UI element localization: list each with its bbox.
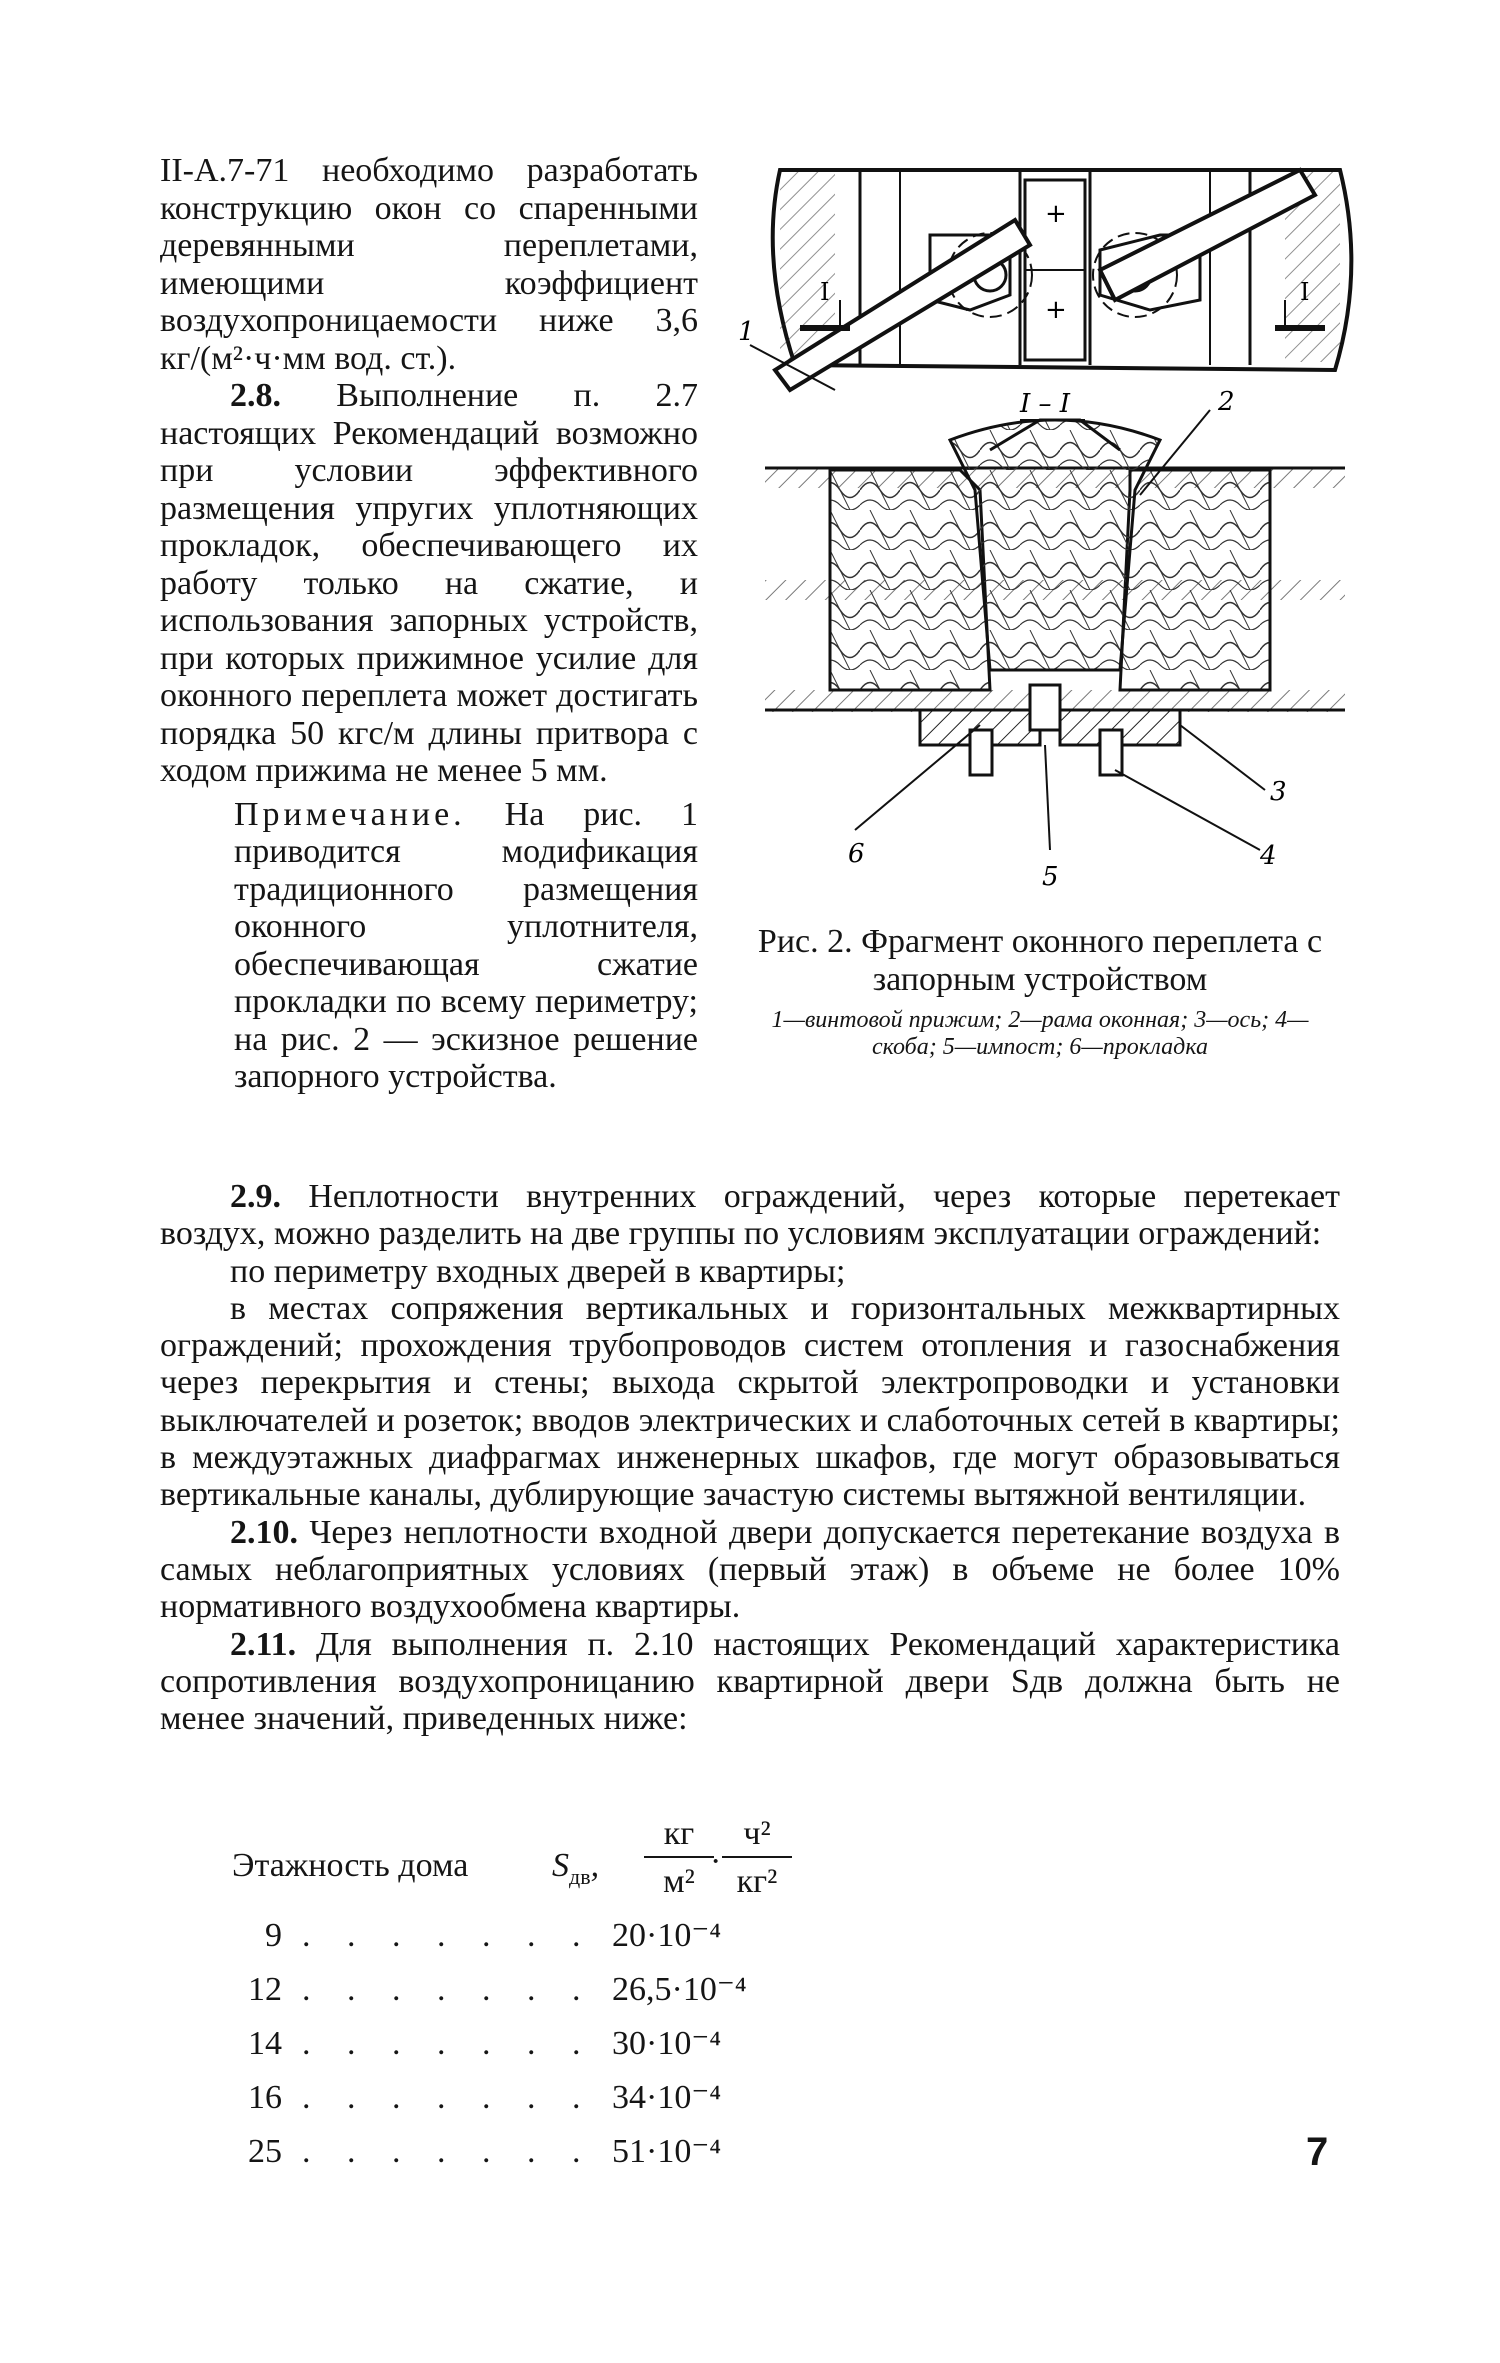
row-value: 20·10⁻⁴ (612, 1917, 722, 1954)
callout-3: 3 (1270, 777, 1287, 807)
fraction-1-denominator: м² (663, 1863, 695, 1900)
figure-caption: Рис. 2. Фрагмент оконного переплета с запорным устройством (757, 923, 1323, 998)
note-paragraph (234, 796, 698, 1096)
paragraph-2-9-item-b: в местах сопряжения вертикальных и горизонтальных межквартирных ограждений; прохождения трубопроводов систем отопления и газоснабжения через перекрытия и стены; выхода скрытой электропроводки и установки выключателей и розеток; вводов электрических и слаботочных сетей в квартиры; в междуэтажных диафрагмах инженерных шкафов, где могут образовываться вертикальные каналы, дублирующие зачастую системы вытяжной вентиляции. (160, 1289, 1340, 1514)
fraction-1-numerator: кг (644, 1812, 714, 1858)
plan-view (738, 170, 1351, 390)
row-value: 26,5·10⁻⁴ (612, 1971, 747, 2008)
paragraph-text: Неплотности внутренних ограждений, через которые перетекает воздух, можно разделить на две группы по условиям эксплуатации ограждений: (160, 1178, 1341, 1253)
row-leader-dots: . . . . . . . (302, 2079, 595, 2116)
paragraph-text: Выполнение п. 2.7 настоящих Рекомендаций возможно при условии эффективного размещения упругих уплотняющих прокладок, обеспечивающего их работу только на сжатие, и использования запорных устройств, при которых прижимное усилие для оконного переплета может достигать порядка 50 кгс/м длины притвора с ходом прижима не менее 5 мм. (160, 377, 698, 789)
header-symbol (552, 1842, 599, 1901)
resistance-table (232, 1812, 832, 2182)
fraction-2-denominator: кг² (736, 1863, 778, 1900)
cross-section-view (765, 387, 1345, 892)
body-text (160, 1178, 1340, 1737)
paragraph-2-7-continued: II-А.7-71 необходимо разработать конструкцию окон со спаренными деревянными переплетами, имеющими коэффициент воздухопроницаемости ниже 3,6 кг/(м²·ч·мм вод. ст.). (160, 152, 698, 377)
row-floors: 9 (265, 1917, 282, 1954)
note-heading: Примечание. (234, 795, 466, 833)
page-number: 7 (1306, 2130, 1329, 2174)
paragraph-2-8 (160, 377, 698, 790)
callout-2: 2 (1218, 387, 1235, 417)
window-sash-drawing (740, 150, 1370, 910)
callout-4: 4 (1260, 841, 1277, 871)
row-leader-dots: . . . . . . . (302, 1917, 595, 1954)
paragraph-number: 2.9. (230, 1178, 281, 1215)
row-floors: 14 (248, 2025, 282, 2062)
section-mark-left: I (820, 278, 830, 306)
callout-1: 1 (738, 317, 755, 347)
paragraph-text: Через неплотности входной двери допускается перетекание воздуха в самых неблагоприятных условиях (первый этаж) в объеме не более 10% нормативного воздухообмена квартиры. (160, 1513, 1340, 1626)
row-leader-dots: . . . . . . . (302, 2025, 595, 2062)
paragraph-number: 2.8. (230, 377, 281, 414)
paragraph-text: Для выполнения п. 2.10 настоящих Рекомендаций характеристика сопротивления воздухопроницанию квартирной двери Sдв должна быть не менее значений, приведенных ниже: (160, 1625, 1340, 1738)
row-floors: 16 (248, 2079, 282, 2116)
row-floors: 12 (248, 1971, 282, 2008)
row-leader-dots: . . . . . . . (302, 1971, 595, 2008)
paragraph-2-11 (160, 1626, 1340, 1738)
symbol-sub: дв (569, 1863, 591, 1889)
paragraph-number: 2.11. (230, 1625, 297, 1663)
note-text: На рис. 1 приводится модификация традиционного размещения оконного уплотнителя, обеспечивающая сжатие прокладки по всему периметру; на рис. 2 — эскизное решение запорного устройства. (234, 795, 699, 1095)
unit-fraction-1 (644, 1812, 714, 1906)
table-row (232, 1966, 832, 2020)
row-leader-dots: . . . . . . . (302, 2133, 595, 2170)
header-floors-label: Этажность дома (232, 1847, 469, 1884)
table-row (232, 2020, 832, 2074)
row-floors: 25 (248, 2133, 282, 2170)
unit-fraction-2 (722, 1812, 792, 1906)
figure-2 (740, 150, 1370, 910)
paragraph-2-10 (160, 1514, 1340, 1626)
fraction-2-numerator: ч² (722, 1812, 792, 1858)
table-row (232, 2128, 832, 2182)
row-value: 30·10⁻⁴ (612, 2025, 722, 2062)
row-value: 34·10⁻⁴ (612, 2079, 722, 2116)
callout-5: 5 (1042, 862, 1059, 892)
table-row (232, 2074, 832, 2128)
symbol-comma: , (590, 1847, 600, 1884)
svg-text:+: + (1045, 295, 1067, 325)
callout-6: 6 (848, 839, 865, 869)
section-label: I – I (1020, 389, 1071, 419)
table-row (232, 1912, 832, 1966)
row-value: 51·10⁻⁴ (612, 2133, 722, 2170)
paragraph-2-9-item-a: по периметру входных дверей в квартиры; (230, 1252, 846, 1290)
figure-legend: 1—винтовой прижим; 2—рама оконная; 3—ось; 4—скоба; 5—импост; 6—прокладка (771, 1007, 1309, 1060)
svg-text:+: + (1045, 199, 1067, 229)
paragraph-2-9 (160, 1178, 1340, 1253)
paragraph-number: 2.10. (230, 1513, 298, 1551)
unit-dot: · (710, 1843, 722, 1880)
left-column-text (160, 152, 698, 1096)
symbol-s: S (552, 1847, 569, 1884)
section-mark-right: I (1300, 278, 1310, 306)
table-header (232, 1812, 832, 1912)
